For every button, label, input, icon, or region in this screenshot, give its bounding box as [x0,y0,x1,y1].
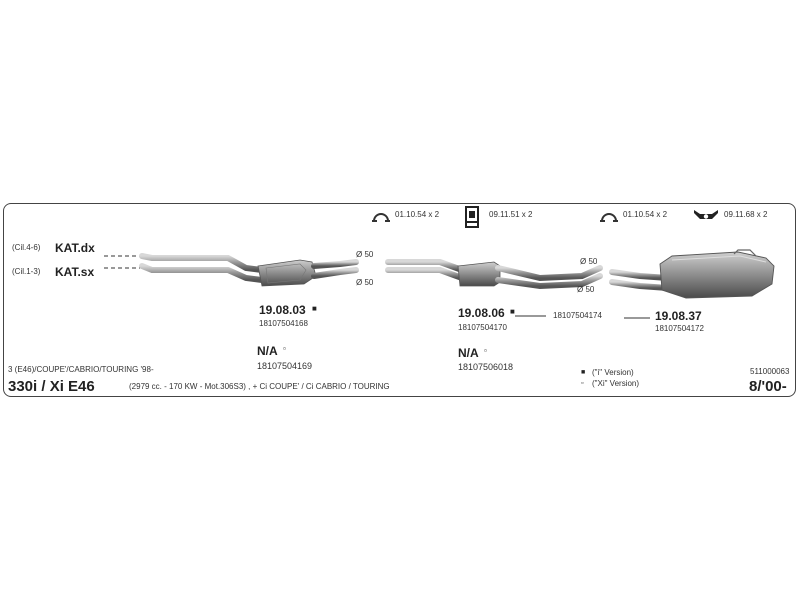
catalog-number: 511000063 [750,367,790,376]
diameter-label-2: Ø 50 [356,278,374,287]
kat-sx-label: KAT.sx [55,265,95,279]
diameter-label-3: Ø 50 [580,257,598,266]
part-code-2: 19.08.06 [458,306,505,320]
part-code-2-alt: N/A [458,346,479,360]
part-code-1-alt: N/A [257,344,278,358]
oe-number-1: 18107504168 [259,319,308,328]
part-code-1: 19.08.03 [259,303,306,317]
legend-filled-label: ("i" Version) [592,368,634,377]
hardware-label-3: 01.10.54 x 2 [623,210,668,219]
production-date: 8/'00- [749,378,787,395]
diameter-label-4: Ø 50 [577,285,595,294]
oe-number-2-extra: 18107504174 [553,311,602,320]
version-marker-hollow: ▫ [484,346,487,355]
oe-number-2: 18107504170 [458,323,507,332]
diameter-label-1: Ø 50 [356,250,374,259]
part-code-3: 19.08.37 [655,309,702,323]
version-marker-filled: ■ [312,304,317,313]
oe-number-3: 18107504172 [655,324,704,333]
hardware-label-2: 09.11.51 x 2 [489,210,533,219]
legend-filled-marker: ■ [581,369,586,376]
legend-hollow-label: ("Xi" Version) [592,379,640,388]
rubber-hanger-icon [693,208,719,222]
hardware-label-4: 09.11.68 x 2 [724,210,768,219]
oe-number-1-alt: 18107504169 [257,361,313,371]
clamp-ring-icon [599,206,619,224]
cylinder-lower-label: (Cil.1-3) [12,267,41,276]
legend-hollow-marker: ▫ [581,380,584,387]
bracket-icon [464,206,480,228]
middle-pipe-silencer [388,262,600,286]
hardware-label-1: 01.10.54 x 2 [395,210,440,219]
vehicle-model: 330i / Xi E46 [8,378,95,395]
front-pipe-catalyst [142,256,356,286]
rear-silencer [612,250,774,298]
clamp-ring-icon [371,206,391,224]
cylinder-upper-label: (Cil.4-6) [12,243,41,252]
kat-dx-label: KAT.dx [55,241,95,255]
vehicle-spec: (2979 cc. - 170 KW - Mot.306S3) , + Ci COUPE' / Ci CABRIO / TOURING [129,382,390,391]
version-marker-hollow: ▫ [283,344,286,353]
vehicle-series: 3 (E46)/COUPE'/CABRIO/TOURING '98- [8,365,154,374]
version-marker-filled: ■ [510,307,515,316]
oe-number-2-alt: 18107506018 [458,362,514,372]
